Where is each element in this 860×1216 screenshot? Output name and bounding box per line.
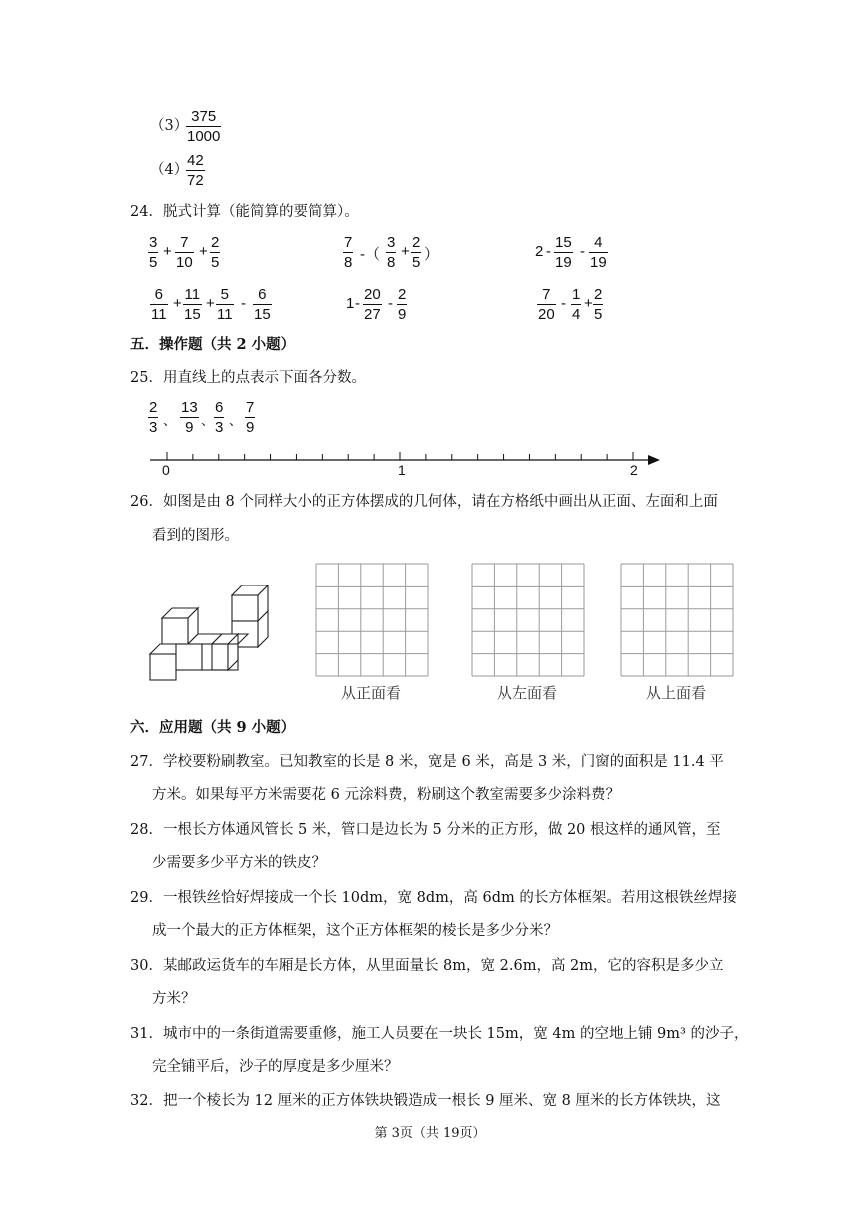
frac: 13 9 xyxy=(181,399,198,436)
frac: 6 3 xyxy=(215,399,224,436)
q24-title: 24．脱式计算（能简算的要简算）。 xyxy=(130,204,359,220)
grid-front-view-label: 从正面看 xyxy=(340,684,401,702)
operator: + xyxy=(401,243,410,260)
q23-part4-fraction: 42 72 xyxy=(187,152,204,189)
frac: 2 5 xyxy=(594,286,603,323)
operator: + xyxy=(163,243,172,260)
number-line-arrow xyxy=(648,455,660,465)
tick-label-1: 1 xyxy=(398,462,406,478)
frac: 2 3 xyxy=(149,399,158,436)
q28-line-1: 28．一根长方体通风管长 5 米，管口是边长为 5 分米的正方形，做 20 根这样的通风管，至 xyxy=(130,822,721,838)
frac: 11 15 xyxy=(184,286,201,323)
frac: 5 11 xyxy=(217,286,233,323)
q23-part3-label: （3） xyxy=(150,118,189,134)
operator: - xyxy=(355,295,360,312)
frac: 2 9 xyxy=(398,286,407,323)
frac: 2 5 xyxy=(211,234,220,271)
operator: - xyxy=(388,295,393,312)
frac: 15 19 xyxy=(555,234,572,271)
frac: 1 4 xyxy=(572,286,581,323)
frac: 3 5 xyxy=(149,234,158,271)
q29-line-2: 成一个最大的正方体框架，这个正方体框架的棱长是多少分米？ xyxy=(152,923,558,939)
q27-line-2: 方米。如果每平方米需要花 6 元涂料费，粉刷这个教室需要多少涂料费？ xyxy=(152,787,620,803)
grid-left-view[interactable] xyxy=(471,563,585,677)
operand: 1 xyxy=(346,295,355,312)
operator: - xyxy=(241,295,246,312)
number-line-ticks xyxy=(167,452,633,460)
q32-line-1: 32．把一个棱长为 12 厘米的正方体铁块锻造成一根长 9 厘米、宽 8 厘米的长方体铁块，这 xyxy=(130,1093,721,1109)
separator: 、 xyxy=(201,413,215,428)
section-5-title: 五．操作题（共 2 小题） xyxy=(130,336,296,353)
frac: 7 8 xyxy=(344,234,353,271)
separator: 、 xyxy=(229,413,243,428)
operand: 2 xyxy=(535,243,544,260)
grid-top-view-label: 从上面看 xyxy=(645,684,706,702)
q31-line-1: 31．城市中的一条街道需要重修，施工人员要在一块长 15m，宽 4m 的空地上铺 9m³ 的沙子， xyxy=(130,1026,749,1042)
operator: + xyxy=(584,295,593,312)
section-6-title: 六．应用题（共 9 小题） xyxy=(130,719,296,736)
operator: - xyxy=(580,243,585,260)
operator: - xyxy=(546,243,551,260)
frac: 6 11 xyxy=(151,286,167,323)
tick-label-2: 2 xyxy=(630,462,638,478)
operator: - xyxy=(561,295,566,312)
operator: + xyxy=(206,295,215,312)
operator: -（ xyxy=(360,246,380,263)
operator: ） xyxy=(424,246,440,263)
q26-line-2: 看到的图形。 xyxy=(152,528,239,544)
q23-part3-fraction: 375 1000 xyxy=(187,108,221,145)
frac: 7 20 xyxy=(538,286,555,323)
q25-title: 25．用直线上的点表示下面各分数。 xyxy=(130,370,366,386)
q26-line-1: 26．如图是由 8 个同样大小的正方体摆成的几何体，请在方格纸中画出从正面、左面和上面 xyxy=(130,494,718,510)
frac: 7 10 xyxy=(176,234,193,271)
q30-line-1: 30．某邮政运货车的车厢是长方体，从里面量长 8m，宽 2.6m，高 2m，它的容积是多少立 xyxy=(130,958,724,974)
q23-part4-label: （4） xyxy=(150,162,189,178)
q27-line-1: 27．学校要粉刷教室。已知教室的长是 8 米，宽是 6 米，高是 3 米，门窗的面积是 11.4 平 xyxy=(130,754,724,770)
separator: 、 xyxy=(163,413,177,428)
operator: + xyxy=(199,243,208,260)
frac: 6 15 xyxy=(254,286,271,323)
q30-line-2: 方米？ xyxy=(152,991,196,1007)
operator: + xyxy=(173,295,182,312)
q29-line-1: 29．一根铁丝恰好焊接成一个长 10dm，宽 8dm，高 6dm 的长方体框架。若用这根铁丝焊接 xyxy=(130,890,737,906)
grid-front-view[interactable] xyxy=(315,563,429,677)
frac: 7 9 xyxy=(246,399,255,436)
grid-left-view-label: 从左面看 xyxy=(496,684,557,702)
q31-line-2: 完全铺平后，沙子的厚度是多少厘米？ xyxy=(152,1059,399,1075)
frac: 3 8 xyxy=(387,234,396,271)
q28-line-2: 少需要多少平方米的铁皮？ xyxy=(152,855,326,871)
frac: 20 27 xyxy=(364,286,381,323)
cube-solid-figure xyxy=(140,585,280,685)
frac: 2 5 xyxy=(412,234,421,271)
tick-label-0: 0 xyxy=(162,462,170,478)
page-footer: 第 3页（共 19页） xyxy=(374,1126,486,1141)
frac: 4 19 xyxy=(590,234,607,271)
grid-top-view[interactable] xyxy=(620,563,734,677)
